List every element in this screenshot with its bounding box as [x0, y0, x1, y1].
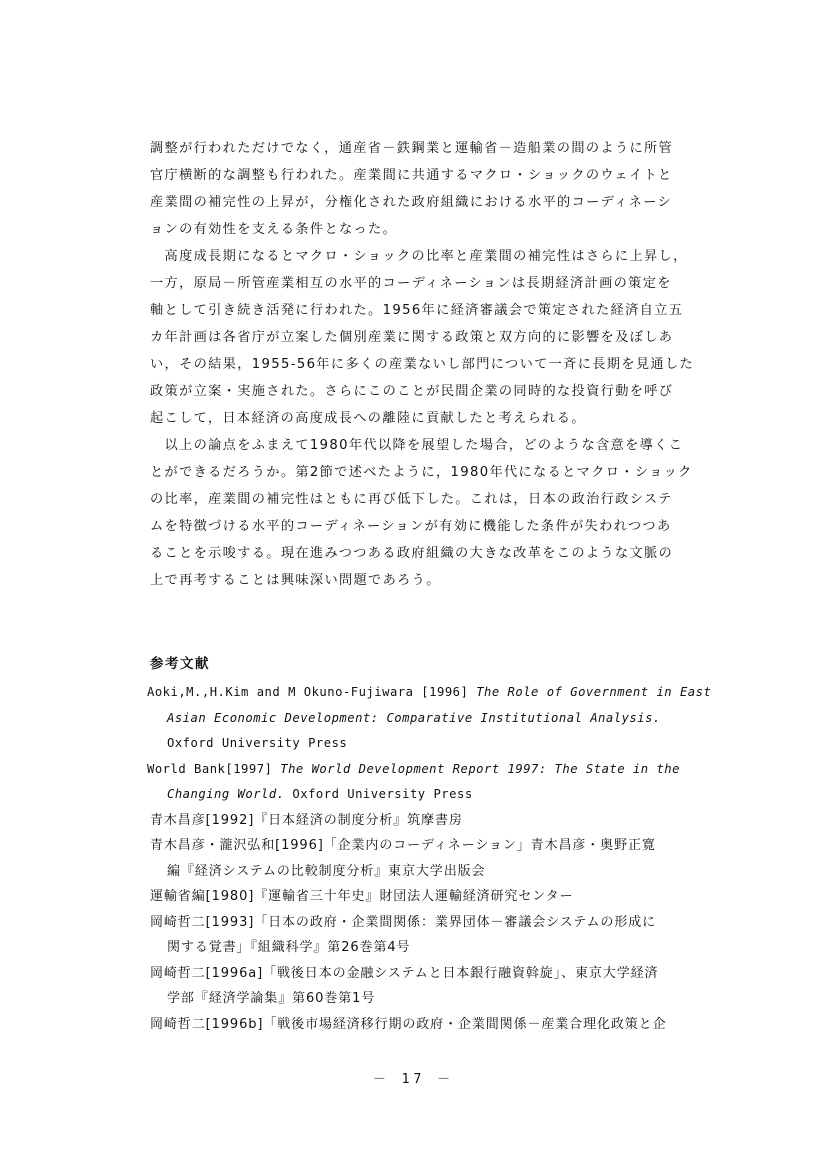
references-heading: 参考文献 [150, 656, 210, 672]
reference-world-bank [147, 757, 712, 783]
body-line: 上で再考することは興味深い問題であろう。 [150, 573, 441, 588]
body-line: ムを特徴づける水平的コーディネーションが有効に機能した条件が失われつつあ [150, 519, 672, 534]
reference-continuation: 関する覚書」『組織科学』第26巻第4号 [167, 940, 411, 955]
page-number: － 17 － [372, 1072, 455, 1087]
body-line: 産業間の補完性の上昇が，分権化された政府組織における水平的コーディネーシ [150, 195, 673, 210]
reference-unyusho: 運輸省編[1980]『運輸省三十年史』財団法人運輸経済研究センター [150, 889, 574, 904]
body-text [150, 135, 712, 594]
body-line: 軸として引き続き活発に行われた。1956年に経済審議会で策定された経済自立五 [150, 303, 684, 318]
reference-continuation [150, 706, 712, 732]
body-line: 以上の論点をふまえて1980年代以降を展望した場合，どのような含意を導くこ [150, 438, 684, 453]
references-list [147, 680, 712, 1037]
reference-continuation: 編『経済システムの比較制度分析』東京大学出版会 [167, 863, 486, 879]
body-line: 一方，原局－所管産業相互の水平的コーディネーションは長期経済計画の策定を [150, 276, 672, 291]
reference-continuation [150, 782, 712, 808]
body-line: ョンの有効性を支える条件となった。 [150, 222, 398, 237]
body-line: 官庁横断的な調整も行われた。産業間に共通するマクロ・ショックのウェイトと [150, 168, 673, 183]
body-line: 高度成長期になるとマクロ・ショックの比率と産業間の補完性はさらに上昇し， [150, 249, 688, 264]
reference-aoki-1992: 青木昌彦[1992]『日本経済の制度分析』筑摩書房 [150, 812, 463, 828]
body-line: 政策が立案・実施された。さらにこのことが民間企業の同時的な投資行動を呼び [150, 384, 674, 399]
reference-aoki-kim-okuno [147, 680, 712, 706]
reference-title: The Role of Government in East [476, 685, 712, 699]
reference-title: Asian Economic Development: Comparative Institutional Analysis. [167, 710, 661, 725]
reference-text: Aoki,M.,H.Kim and M Okuno-Fujiwara [1996] [147, 685, 477, 699]
reference-text: World Bank[1997] [147, 761, 281, 776]
reference-title: Changing World. [167, 787, 285, 801]
body-line: の比率，産業間の補完性はともに再び低下した。これは，日本の政治行政システ [150, 492, 673, 507]
reference-aoki-takizawa: 青木昌彦・瀧沢弘和[1996]「企業内のコーディネーション」青木昌彦・奥野正寛 [150, 838, 656, 853]
body-line: 調整が行われただけでなく，通産省－鉄鋼業と運輸省－造船業の間のように所管 [150, 141, 674, 156]
reference-okazaki-1996a: 岡崎哲二[1996a]「戦後日本の金融システムと日本銀行融資斡旋」、東京大学経済 [150, 965, 659, 981]
body-line: ることを示唆する。現在進みつつある政府組織の大きな改革をこのような文脈の [150, 546, 674, 561]
reference-continuation: 学部『経済学論集』第60巻第1号 [167, 991, 376, 1006]
reference-publisher: Oxford University Press [167, 736, 348, 750]
body-line: カ年計画は各省庁が立案した個別産業に関する政策と双方向的に影響を及ぼしあ [150, 330, 674, 345]
reference-okazaki-1993: 岡崎哲二[1993]「日本の政府・企業間関係：業界団体－審議会システムの形成に [150, 914, 657, 930]
reference-title: The World Development Report 1997: The State in the [280, 761, 680, 776]
body-line: とができるだろうか。第2節で述べたように，1980年代になるとマクロ・ショック [150, 465, 693, 480]
body-line: 起こして，日本経済の高度成長への離陸に貢献したと考えられる。 [150, 411, 586, 426]
reference-publisher: Oxford University Press [284, 787, 473, 801]
body-line: い，その結果，1955-56年に多くの産業ないし部門について一斉に長期を見通した [150, 357, 695, 372]
reference-okazaki-1996b: 岡崎哲二[1996b]「戦後市場経済移行期の政府・企業間関係－産業合理化政策と企 [150, 1016, 667, 1032]
